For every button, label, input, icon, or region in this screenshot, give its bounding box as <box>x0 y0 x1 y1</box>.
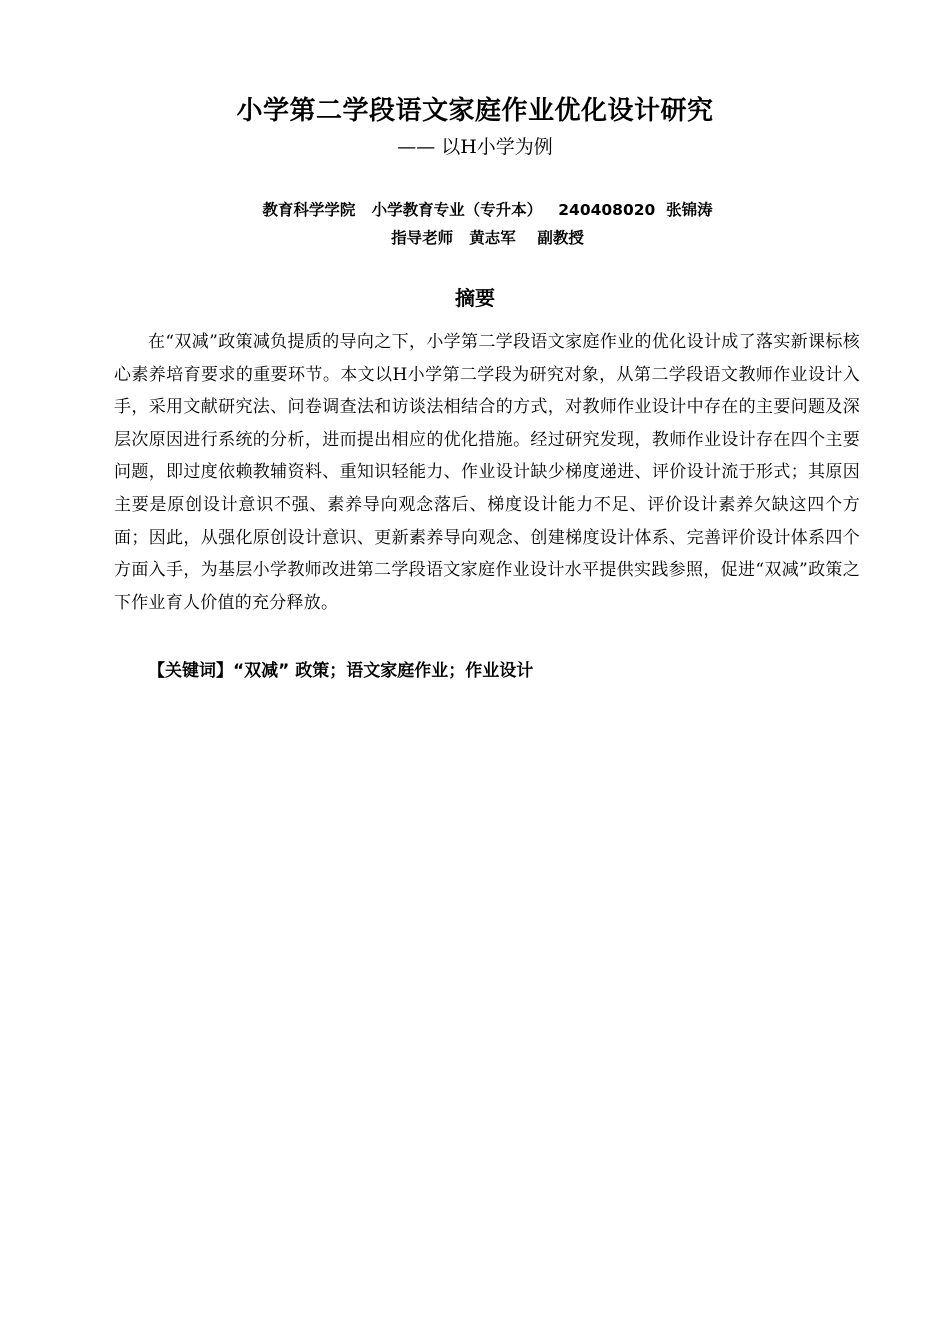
abstract-heading: 摘要 <box>455 286 495 310</box>
paper-subtitle: —— 以H小学为例 <box>397 136 553 158</box>
advisor-line: 指导老师 黄志军 副教授 <box>391 229 584 247</box>
paper-title: 小学第二学段语文家庭作业优化设计研究 <box>236 96 714 126</box>
author-line: 教育科学学院 小学教育专业（专升本） 240408020 张锦涛 <box>262 201 713 219</box>
abstract-body: 在“双减”政策减负提质的导向之下，小学第二学段语文家庭作业的优化设计成了落实新课标核心素养培育要求的重要环节。本文以H小学第二学段为研究对象，从第二学段语文教师作业设计入手，采用文献研究法、问卷调查法和访谈法相结合的方式，对教师作业设计中存在的主要问题及深层次原因进行系统的分析，进而提出相应的优化措施。经过研究发现，教师作业设计存在四个主要问题，即过度依赖教辅资料、重知识轻能力、作业设计缺少梯度递进、评价设计流于形式；其原因主要是原创设计意识不强、素养导向观念落后、梯度设计能力不足、评价设计素养欠缺这四个方面；因此，从强化原创设计意识、更新素养导向观念、创建梯度设计体系、完善评价设计体系四个方面入手，为基层小学教师改进第二学段语文家庭作业设计水平提供实践参照，促进“双减”政策之下作业育人价值的充分释放。 <box>114 332 860 613</box>
keywords-line: 【关键词】“双减” 政策；语文家庭作业；作业设计 <box>148 661 534 681</box>
